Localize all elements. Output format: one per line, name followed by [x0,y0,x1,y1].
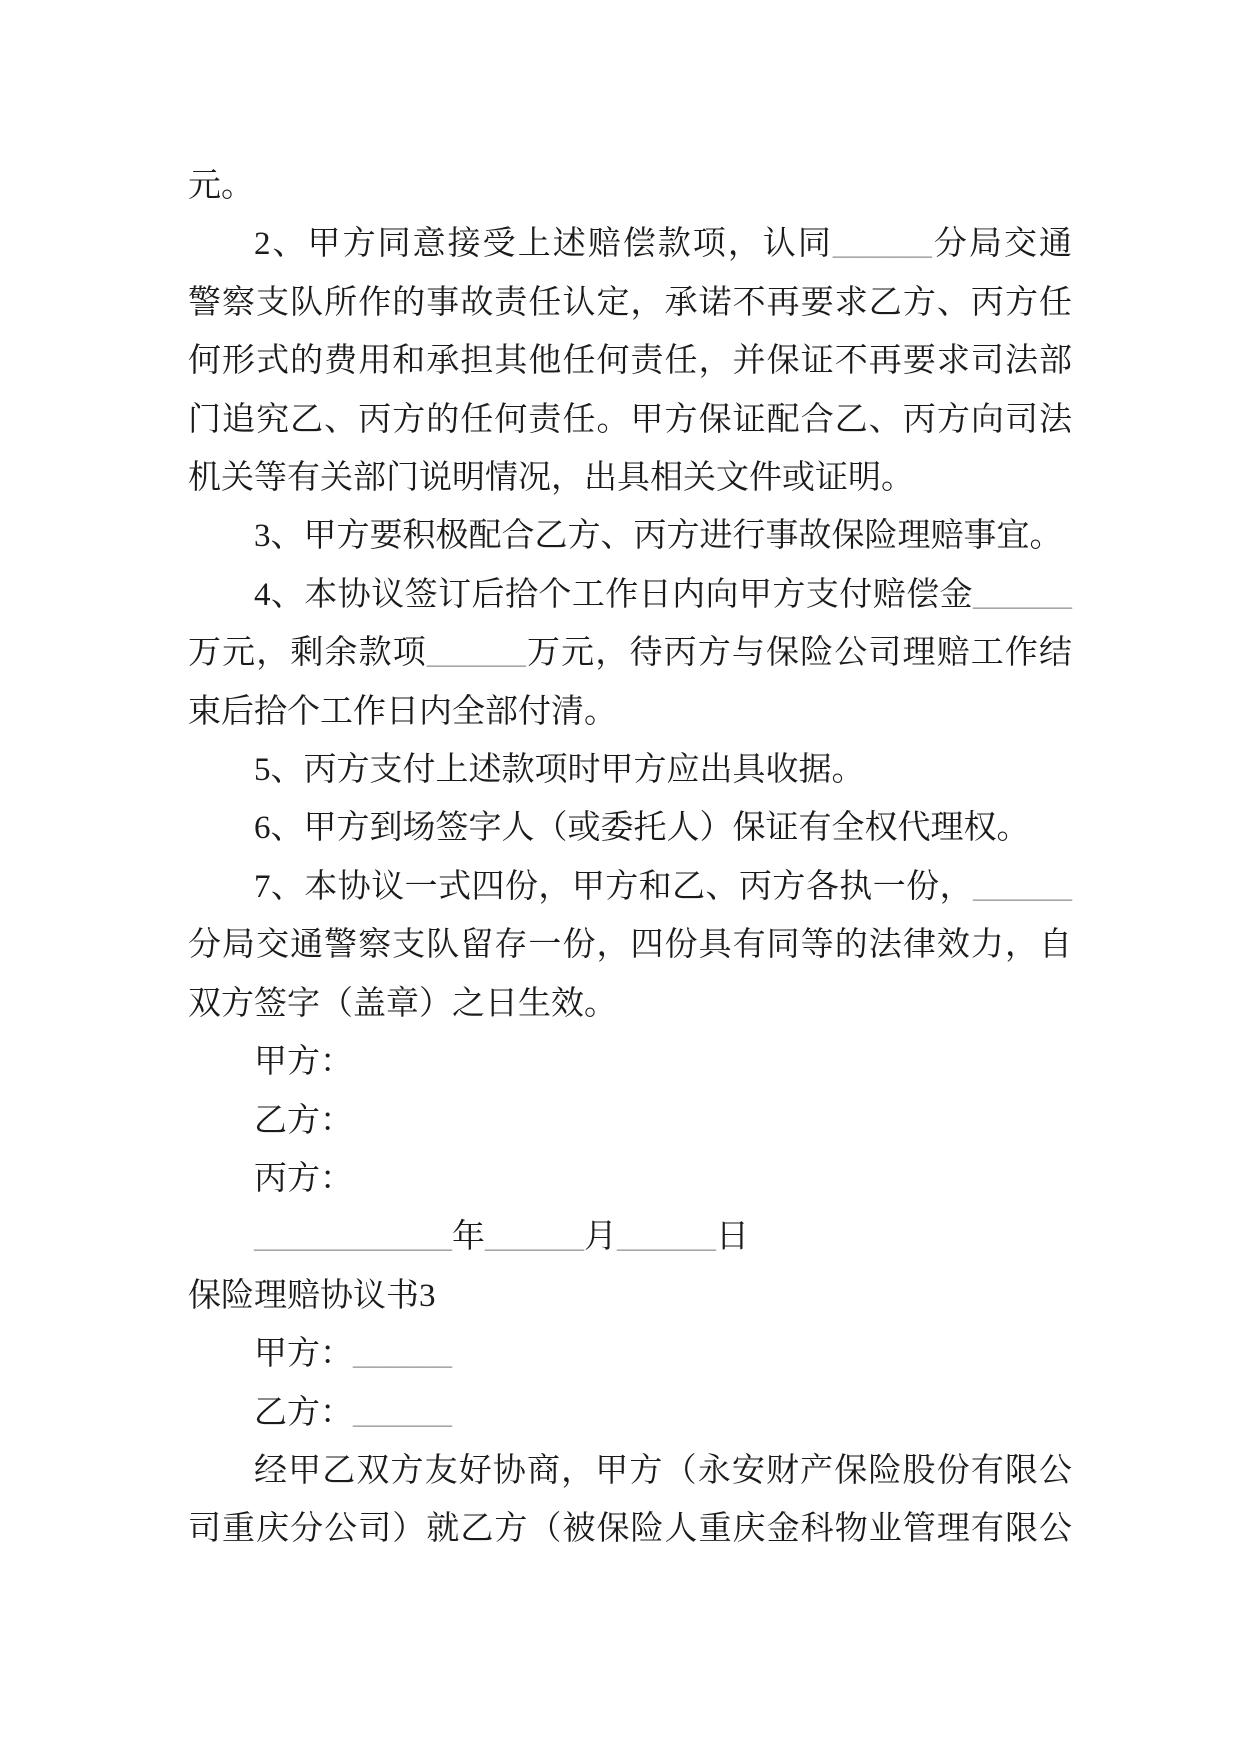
blank-fill-line: ______ [426,635,526,672]
blank-fill-line: ______ [485,1219,584,1256]
text-line: 司重庆分公司）就乙方（被保险人重庆金科物业管理有限公 [188,1511,1072,1548]
text-line: 丙方： [254,1160,353,1197]
text-line: 甲方：______ [254,1336,452,1373]
text-line: 束后拾个工作日内全部付清。 [188,693,617,730]
text-line: 乙方：______ [254,1394,452,1431]
text-line: 甲方： [254,1044,353,1081]
text-line: 元。 [188,168,254,204]
blank-fill-line: ______ [353,1394,452,1431]
document-body [188,157,1072,1559]
text-line: 万元，剩余款项______万元，待丙方与保险公司理赔工作结 [188,635,1073,672]
text-line: 4、本协议签订后拾个工作日内向甲方支付赔偿金______ [254,576,1072,613]
text-line: 分局交通警察支队留存一份，四份具有同等的法律效力，自 [188,927,1072,964]
text-line: 机关等有关部门说明情况，出具相关文件或证明。 [188,460,914,497]
text-line: 7、本协议一式四份，甲方和乙、丙方各执一份，______ [254,868,1072,905]
text-line: 2、甲方同意接受上述赔偿款项，认同______分局交通 [254,226,1073,263]
blank-fill-line: ______ [617,1219,716,1256]
text-line: 警察支队所作的事故责任认定，承诺不再要求乙方、丙方任 [188,284,1072,321]
blank-fill-line: ______ [353,1336,452,1373]
text-line: 5、丙方支付上述款项时甲方应出具收据。 [254,752,865,789]
text-line: ____________年______月______日 [254,1219,749,1256]
text-line: 乙方： [254,1102,353,1139]
blank-fill-line: ______ [973,576,1072,613]
blank-fill-line: ____________ [254,1219,452,1256]
text-line: 3、甲方要积极配合乙方、丙方进行事故保险理赔事宜。 [254,518,1063,555]
text-line: 门追究乙、丙方的任何责任。甲方保证配合乙、丙方向司法 [188,401,1072,438]
blank-fill-line: ______ [973,868,1072,905]
text-line: 经甲乙双方友好协商，甲方（永安财产保险股份有限公 [254,1452,1072,1489]
text-line: 何形式的费用和承担其他任何责任，并保证不再要求司法部 [188,343,1072,380]
text-line: 双方签字（盖章）之日生效。 [188,985,617,1022]
text-line: 6、甲方到场签字人（或委托人）保证有全权代理权。 [254,810,1030,847]
text-line: 保险理赔协议书3 [188,1277,436,1314]
blank-fill-line: ______ [832,226,932,263]
